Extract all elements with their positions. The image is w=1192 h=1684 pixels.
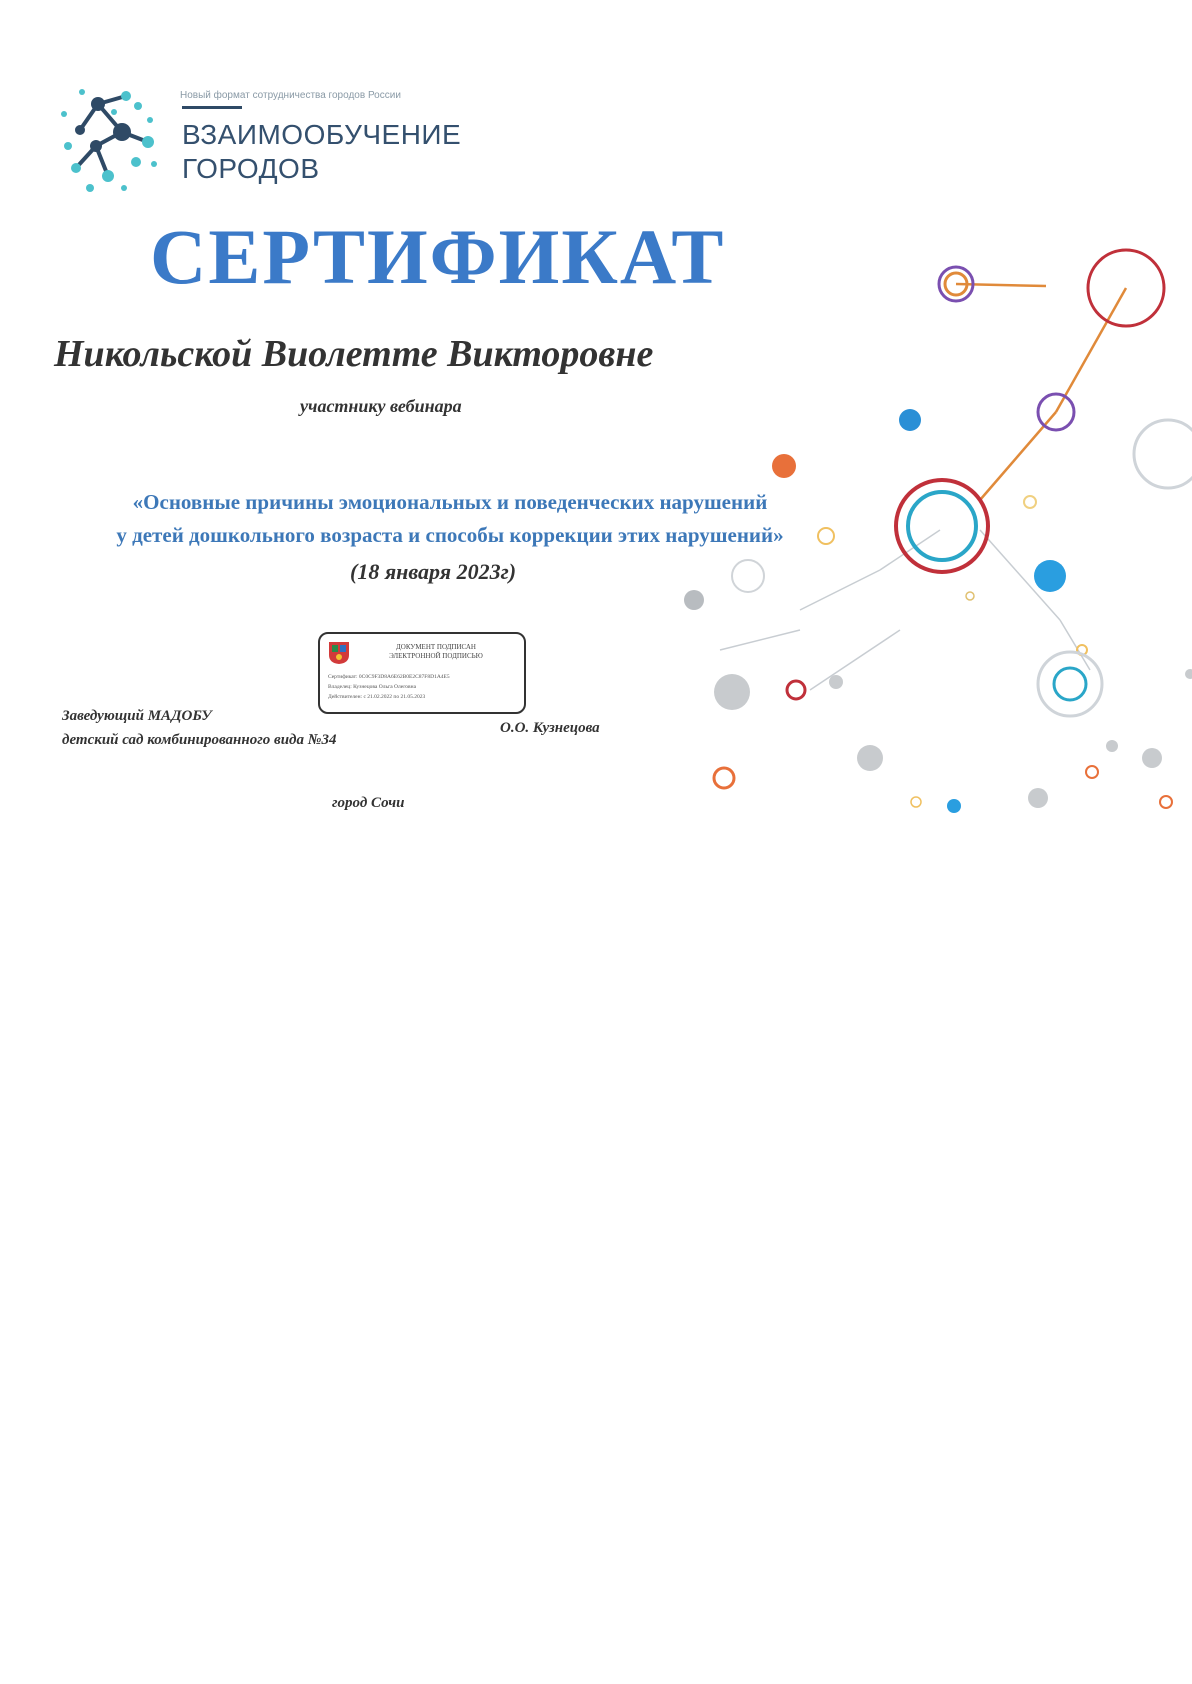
signer-name: О.О. Кузнецова bbox=[500, 720, 600, 736]
stamp-details bbox=[328, 672, 518, 702]
e-signature-stamp bbox=[318, 632, 526, 714]
stamp-heading bbox=[356, 643, 516, 661]
logo-title-line2: ГОРОДОВ bbox=[182, 153, 320, 184]
coat-of-arms-icon bbox=[328, 641, 350, 665]
logo-title bbox=[182, 118, 461, 186]
recipient-name: Никольской Виолетте Викторовне bbox=[54, 333, 654, 375]
stamp-owner: Кузнецова Ольга Олеговна bbox=[353, 684, 417, 690]
recipient-role: участнику вебинара bbox=[300, 396, 462, 416]
topic-line2: у детей дошкольного возраста и способы коррекции этих нарушений» bbox=[116, 523, 784, 547]
signer-position bbox=[62, 704, 336, 752]
webinar-date: (18 января 2023г) bbox=[350, 559, 517, 584]
logo-divider bbox=[182, 106, 242, 109]
position-line2: детский сад комбинированного вида №34 bbox=[62, 732, 337, 748]
position-line1: Заведующий МАДОБУ bbox=[62, 708, 212, 724]
logo-title-line1: ВЗАИМООБУЧЕНИЕ bbox=[182, 119, 462, 150]
stamp-heading-line2: ЭЛЕКТРОННОЙ ПОДПИСЬЮ bbox=[389, 652, 483, 660]
topic-line1: «Основные причины эмоциональных и поведенческих нарушений bbox=[132, 490, 768, 514]
molecule-network-logo bbox=[50, 84, 170, 204]
logo-tagline: Новый формат сотрудничества городов России bbox=[180, 90, 401, 101]
stamp-owner-label: Владелец: bbox=[328, 684, 352, 690]
stamp-certificate: Сертификат: 0С0C9F3D8A6E62B0E2C87F8D1A4E5 bbox=[328, 674, 450, 680]
city-label: город Сочи bbox=[332, 795, 405, 811]
certificate-title: СЕРТИФИКАТ bbox=[150, 213, 726, 300]
network-decoration bbox=[680, 230, 1192, 850]
stamp-validity: Действителен: с 21.02.2022 по 21.05.2023 bbox=[328, 694, 426, 700]
stamp-owner-row bbox=[328, 682, 518, 692]
stamp-heading-line1: ДОКУМЕНТ ПОДПИСАН bbox=[396, 643, 476, 651]
